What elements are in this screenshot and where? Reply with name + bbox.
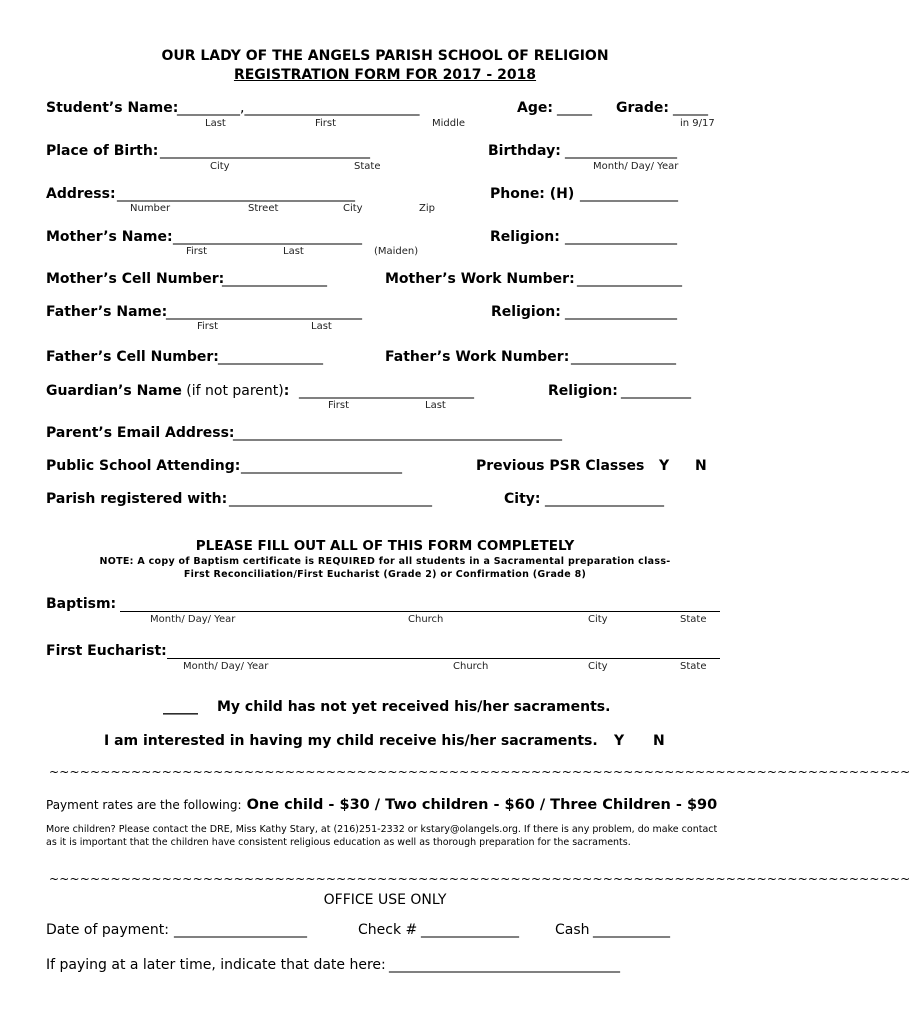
grade-sublabel: in 9/17 <box>680 118 715 129</box>
office-use-heading: OFFICE USE ONLY <box>323 892 447 908</box>
guardian-religion-label: Religion: <box>548 383 618 399</box>
father-religion-field[interactable]: ________________ <box>565 304 677 320</box>
baptism-city-sublabel: City <box>588 614 608 625</box>
guardian-first-sublabel: First <box>328 400 350 411</box>
parent-email-label: Parent’s Email Address: <box>46 425 235 441</box>
father-name-label: Father’s Name: <box>46 304 168 320</box>
mother-name-field[interactable]: ___________________________ <box>173 229 362 245</box>
mother-maiden-sublabel: (Maiden) <box>374 246 419 257</box>
father-name-field[interactable]: ____________________________ <box>166 304 362 320</box>
public-school-label: Public School Attending: <box>46 458 241 474</box>
fill-out-notice-heading: PLEASE FILL OUT ALL OF THIS FORM COMPLETELY <box>195 538 575 554</box>
tilde-divider: ~~~~~~~~~~~~~~~~~~~~~~~~~~~~~~~~~~~~~~~~~~~~~~~~~~~~~~~~~~~~~~~~~~~~~~~~~~~~~~~~~~~~ <box>49 765 910 779</box>
place-of-birth-field[interactable]: ______________________________ <box>160 143 370 159</box>
parish-registered-field[interactable]: _____________________________ <box>229 491 432 507</box>
father-work-label: Father’s Work Number: <box>385 349 570 365</box>
previous-psr-label: Previous PSR Classes <box>476 458 645 474</box>
student-name-field[interactable]: _________,_________________________ <box>177 100 420 116</box>
mother-work-field[interactable]: _______________ <box>577 271 682 287</box>
address-city-sublabel: City <box>343 203 363 214</box>
check-number-field[interactable]: ______________ <box>421 922 519 938</box>
birthday-label: Birthday: <box>488 143 561 159</box>
eucharist-city-sublabel: City <box>588 661 608 672</box>
grade-label: Grade: <box>616 100 669 116</box>
mother-name-label: Mother’s Name: <box>46 229 173 245</box>
sacraments-not-received-text: My child has not yet received his/her sacraments. <box>217 699 611 715</box>
sacraments-interest-no-option[interactable]: N <box>653 733 665 749</box>
eucharist-church-sublabel: Church <box>453 661 489 672</box>
address-label: Address: <box>46 186 116 202</box>
sacraments-not-received-field[interactable]: _____ <box>163 699 198 715</box>
guardian-name-field[interactable]: _________________________ <box>299 383 474 399</box>
later-payment-field[interactable]: _________________________________ <box>389 957 620 973</box>
baptism-date-sublabel: Month/ Day/ Year <box>150 614 236 625</box>
address-number-sublabel: Number <box>130 203 171 214</box>
student-middle-sublabel: Middle <box>432 118 466 129</box>
birth-state-sublabel: State <box>354 161 381 172</box>
guardian-name-label: Guardian’s Name <box>46 383 182 399</box>
form-subtitle: REGISTRATION FORM FOR 2017 - 2018 <box>233 67 537 83</box>
date-of-payment-label: Date of payment: <box>46 922 169 938</box>
cash-field[interactable]: ___________ <box>593 922 670 938</box>
guardian-name-label-group <box>46 383 289 399</box>
previous-psr-yes-option[interactable]: Y <box>659 458 670 474</box>
previous-psr-no-option[interactable]: N <box>695 458 707 474</box>
mother-cell-label: Mother’s Cell Number: <box>46 271 225 287</box>
baptism-field[interactable] <box>120 596 720 612</box>
more-children-note: More children? Please contact the DRE, Miss Kathy Stary, at (216)251-2332 or kstary@olangels.org. If there is any problem, do make contact as it is important that the children have consistent religious education as well as thorough preparation for the sacraments. <box>46 824 718 848</box>
guardian-colon: : <box>283 383 290 399</box>
payment-rates-intro: Payment rates are the following: <box>46 798 242 812</box>
mother-last-sublabel: Last <box>283 246 304 257</box>
father-cell-label: Father’s Cell Number: <box>46 349 219 365</box>
mother-religion-label: Religion: <box>490 229 560 245</box>
student-first-sublabel: First <box>315 118 337 129</box>
baptism-note-line2: First Reconciliation/First Eucharist (Grade 2) or Confirmation (Grade 8) <box>183 569 587 580</box>
father-last-sublabel: Last <box>311 321 332 332</box>
public-school-field[interactable]: _______________________ <box>241 458 402 474</box>
mother-cell-field[interactable]: _______________ <box>222 271 327 287</box>
cash-label: Cash <box>555 922 590 938</box>
eucharist-date-sublabel: Month/ Day/ Year <box>183 661 269 672</box>
home-phone-label: Phone: (H) <box>490 186 575 202</box>
mother-religion-field[interactable]: ________________ <box>565 229 677 245</box>
payment-rates-values: One child - $30 / Two children - $60 / Three Children - $90 <box>246 797 718 813</box>
age-field[interactable]: _____ <box>557 100 592 116</box>
father-religion-label: Religion: <box>491 304 561 320</box>
parish-city-field[interactable]: _________________ <box>545 491 664 507</box>
parish-registered-label: Parish registered with: <box>46 491 228 507</box>
sacraments-interest-text: I am interested in having my child receive his/her sacraments. <box>104 733 598 749</box>
address-zip-sublabel: Zip <box>419 203 435 214</box>
date-of-payment-field[interactable]: ___________________ <box>174 922 307 938</box>
home-phone-field[interactable]: ______________ <box>580 186 678 202</box>
sacraments-interest-yes-option[interactable]: Y <box>614 733 625 749</box>
parent-email-field[interactable]: _______________________________________________ <box>233 425 562 441</box>
guardian-paren-note: (if not parent) <box>186 383 284 399</box>
father-cell-field[interactable]: _______________ <box>218 349 323 365</box>
guardian-religion-field[interactable]: __________ <box>621 383 691 399</box>
form-title: OUR LADY OF THE ANGELS PARISH SCHOOL OF RELIGION <box>161 48 609 64</box>
baptism-note-line1: NOTE: A copy of Baptism certificate is REQUIRED for all students in a Sacramental preparation class- <box>99 556 671 567</box>
baptism-label: Baptism: <box>46 596 117 612</box>
payment-rates-line <box>46 794 717 813</box>
address-field[interactable]: __________________________________ <box>117 186 355 202</box>
mother-work-label: Mother’s Work Number: <box>385 271 575 287</box>
later-payment-label: If paying at a later time, indicate that date here: <box>46 957 386 973</box>
tilde-divider: ~~~~~~~~~~~~~~~~~~~~~~~~~~~~~~~~~~~~~~~~~~~~~~~~~~~~~~~~~~~~~~~~~~~~~~~~~~~~~~~~~~~~ <box>49 872 910 886</box>
birth-city-sublabel: City <box>210 161 230 172</box>
student-name-label: Student’s Name: <box>46 100 179 116</box>
student-last-sublabel: Last <box>205 118 226 129</box>
first-eucharist-field[interactable] <box>167 643 720 659</box>
check-number-label: Check # <box>358 922 418 938</box>
father-first-sublabel: First <box>197 321 219 332</box>
place-of-birth-label: Place of Birth: <box>46 143 159 159</box>
age-label: Age: <box>517 100 553 116</box>
father-work-field[interactable]: _______________ <box>571 349 676 365</box>
baptism-church-sublabel: Church <box>408 614 444 625</box>
first-eucharist-label: First Eucharist: <box>46 643 167 659</box>
grade-field[interactable]: _____ <box>673 100 708 116</box>
birthday-sublabel: Month/ Day/ Year <box>593 161 679 172</box>
parish-city-label: City: <box>504 491 541 507</box>
address-street-sublabel: Street <box>248 203 279 214</box>
baptism-state-sublabel: State <box>680 614 707 625</box>
birthday-field[interactable]: ________________ <box>565 143 677 159</box>
eucharist-state-sublabel: State <box>680 661 707 672</box>
mother-first-sublabel: First <box>186 246 208 257</box>
guardian-last-sublabel: Last <box>425 400 446 411</box>
